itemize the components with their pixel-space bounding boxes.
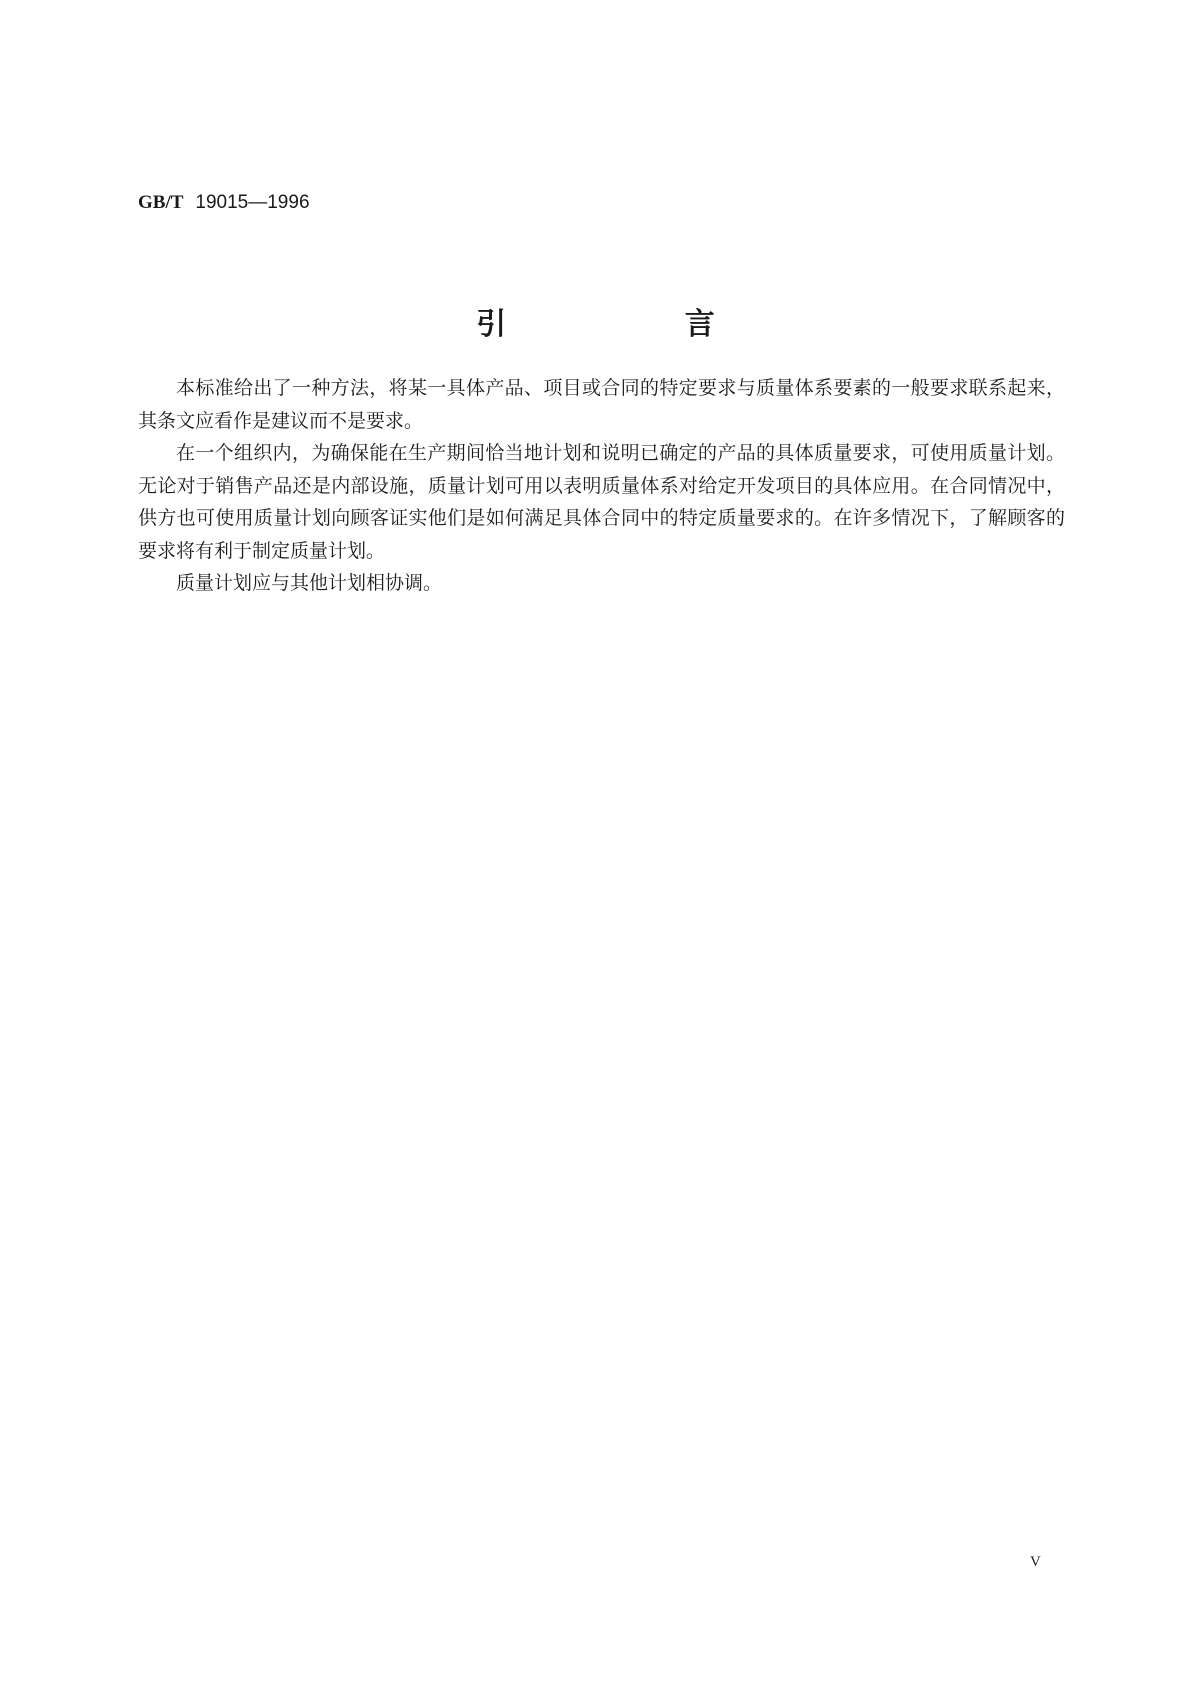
- paragraph-3: 质量计划应与其他计划相协调。: [176, 572, 443, 594]
- page-number: V: [1030, 1554, 1041, 1570]
- introduction-body: [138, 372, 1065, 600]
- standard-prefix: GB/T: [138, 192, 184, 213]
- section-title: 引 言: [476, 307, 799, 342]
- standard-number: 19015—1996: [195, 192, 310, 213]
- paragraph-2: 在一个组织内，为确保能在生产期间恰当地计划和说明已确定的产品的具体质量要求，可使用质量计划。无论对于销售产品还是内部设施，质量计划可用以表明质量体系对给定开发项目的具体应用。在合同情况中，供方也可使用质量计划向顾客证实他们是如何满足具体合同中的特定质量要求的。在许多情况下，了解顾客的要求将有利于制定质量计划。: [138, 442, 1065, 562]
- standard-header: [138, 190, 310, 215]
- paragraph-1: 本标准给出了一种方法，将某一具体产品、项目或合同的特定要求与质量体系要素的一般要求联系起来，其条文应看作是建议而不是要求。: [138, 377, 1065, 432]
